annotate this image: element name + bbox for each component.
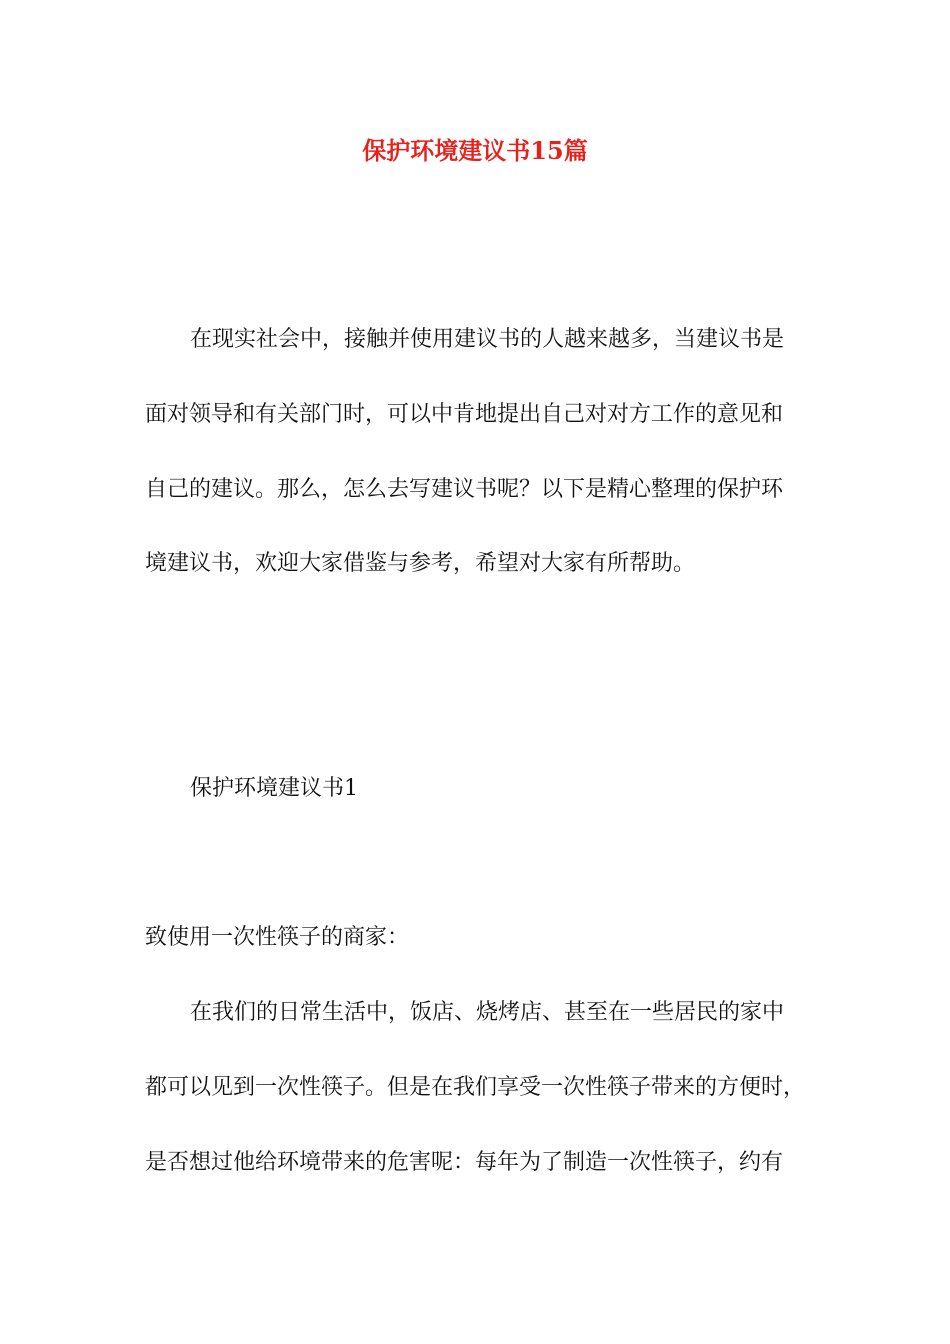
body-line-3: 是否想过他给环境带来的危害呢：每年为了制造一次性筷子，约有: [145, 1150, 784, 1175]
intro-line-2: 面对领导和有关部门时，可以中肯地提出自己对对方工作的意见和: [145, 402, 784, 427]
intro-line-3: 自己的建议。那么，怎么去写建议书呢？以下是精心整理的保护环: [145, 477, 784, 502]
document-title: 保护环境建议书15篇: [362, 136, 588, 165]
body-line-2: 都可以见到一次性筷子。但是在我们享受一次性筷子带来的方便时，: [145, 1075, 806, 1100]
body-line-1: 在我们的日常生活中，饭店、烧烤店、甚至在一些居民的家中: [190, 1000, 785, 1025]
salutation: 致使用一次性筷子的商家：: [145, 925, 410, 950]
intro-line-1: 在现实社会中，接触并使用建议书的人越来越多，当建议书是: [190, 327, 785, 352]
section-heading: 保护环境建议书1: [190, 776, 358, 801]
intro-line-4: 境建议书，欢迎大家借鉴与参考，希望对大家有所帮助。: [145, 551, 696, 576]
